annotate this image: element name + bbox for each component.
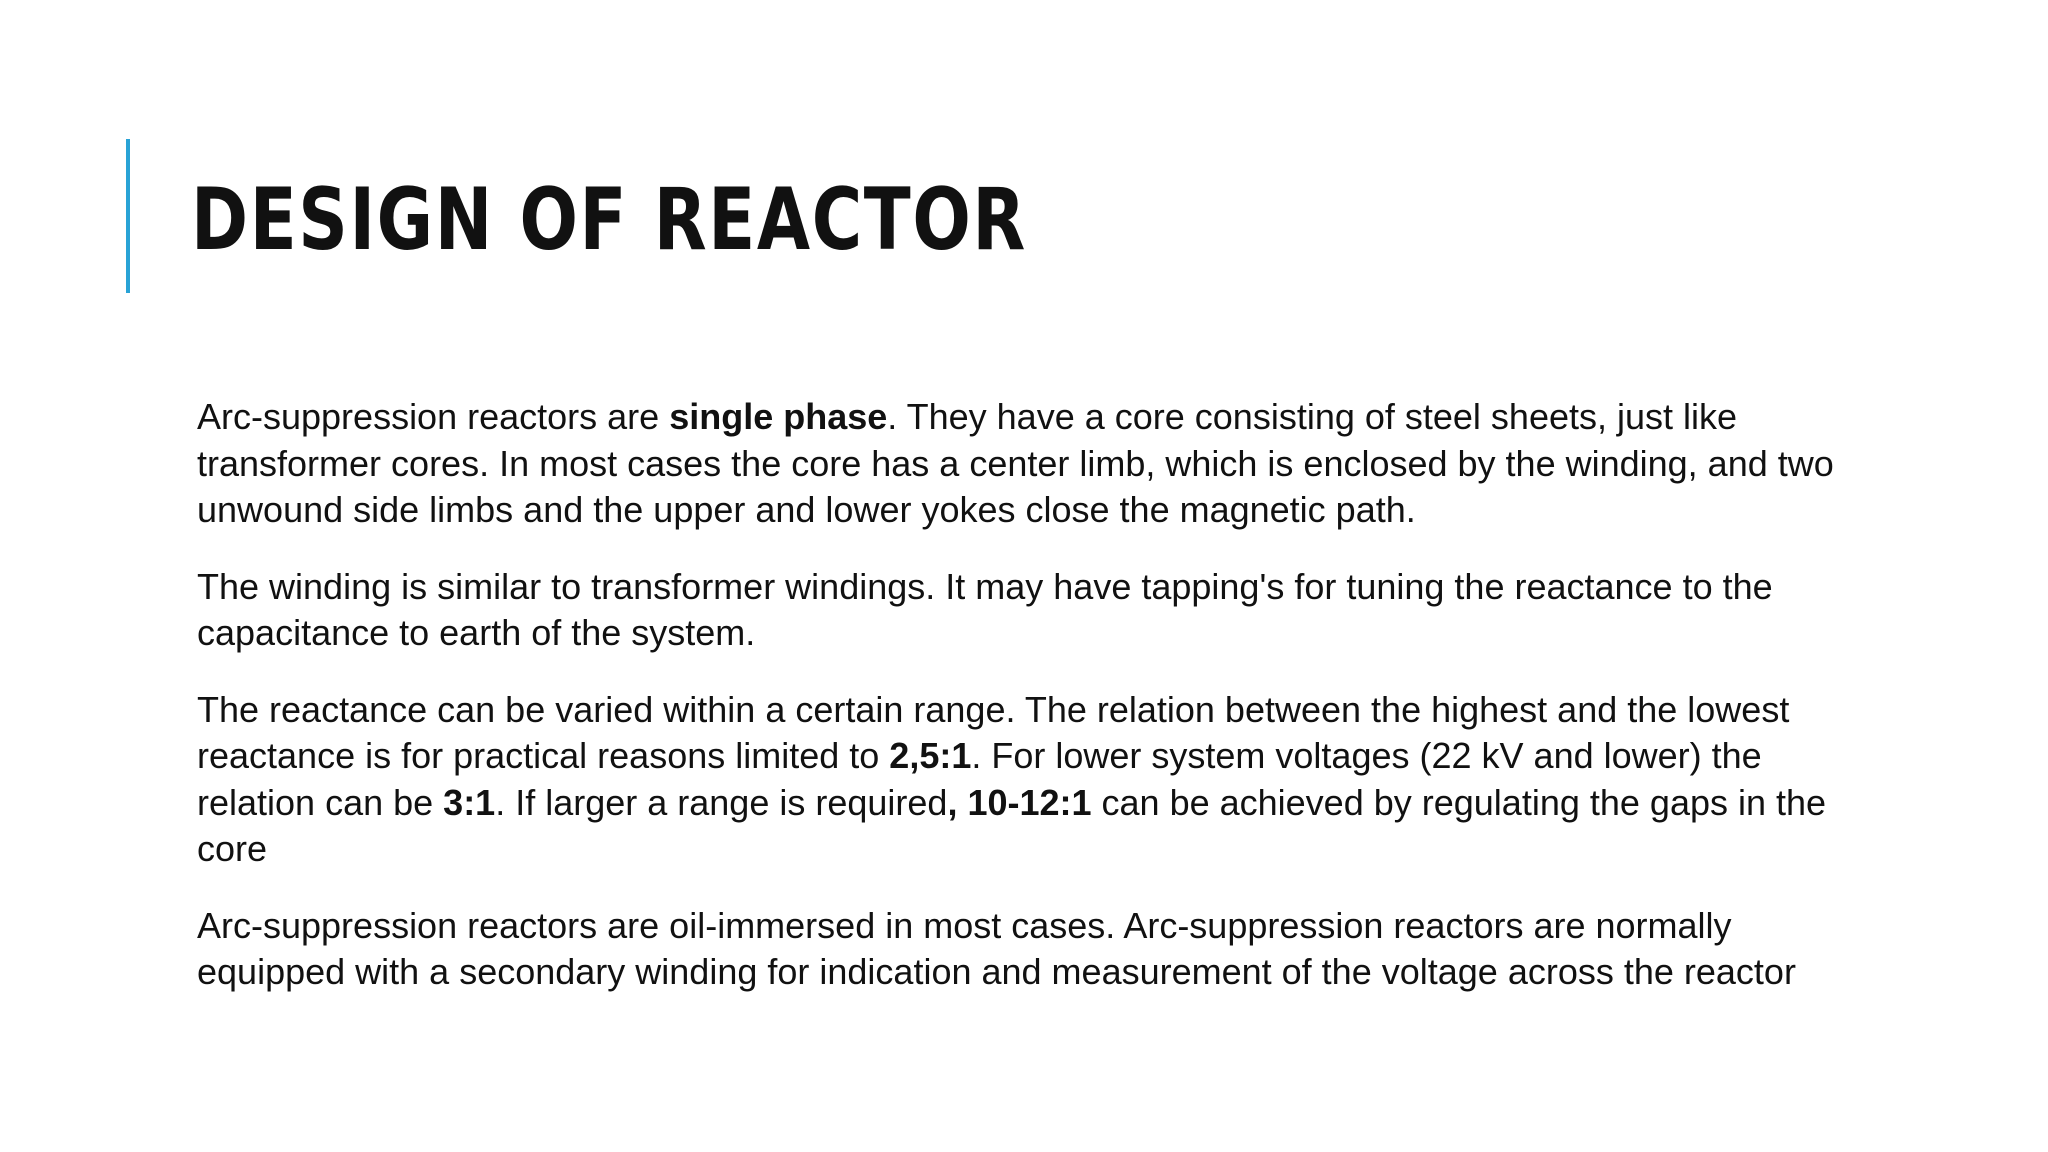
paragraph-text: The reactance can be varied within a certain range. The relation between the highest and the lowest reactance is for practical reasons limited to: [197, 688, 1790, 776]
emphasis-ratio-10-12: , 10-12:1: [947, 781, 1092, 823]
title-accent-bar: [126, 139, 130, 293]
emphasis-single-phase: single phase: [669, 396, 888, 437]
paragraph-winding: [197, 564, 1837, 657]
paragraph-reactance-range: [197, 687, 1837, 873]
paragraph-text: . They have a core consisting of steel sheets, just like transformer cores. In most cases the core has a center limb, which is enclosed by the winding, and two unwound side limbs and the upper and lower yokes close the magnetic path.: [197, 396, 1834, 530]
slide-title: DESIGN OF REACTOR: [191, 170, 1028, 270]
emphasis-ratio-2-5: 2,5:1: [889, 735, 972, 776]
paragraph-text: . For lower system voltages (22 kV and lower) the relation can be: [197, 735, 1762, 823]
paragraph-text: . If larger a range is required: [495, 781, 948, 823]
paragraph-core-design: [197, 394, 1837, 534]
paragraph-text: can be achieved by regulating the gaps in the core: [197, 781, 1827, 869]
slide-body: [197, 394, 1837, 1026]
emphasis-ratio-3: 3:1: [443, 781, 496, 823]
paragraph-text: Arc-suppression reactors are: [197, 396, 670, 437]
paragraph-oil-immersed: [197, 903, 1837, 996]
paragraph-text: The winding is similar to transformer windings. It may have tapping's for tuning the reactance to the capacitance to earth of the system.: [197, 565, 1773, 653]
paragraph-text: Arc-suppression reactors are oil-immersed in most cases. Arc-suppression reactors are normally equipped with a secondary winding for indication and measurement of the voltage across the reactor: [197, 904, 1796, 992]
